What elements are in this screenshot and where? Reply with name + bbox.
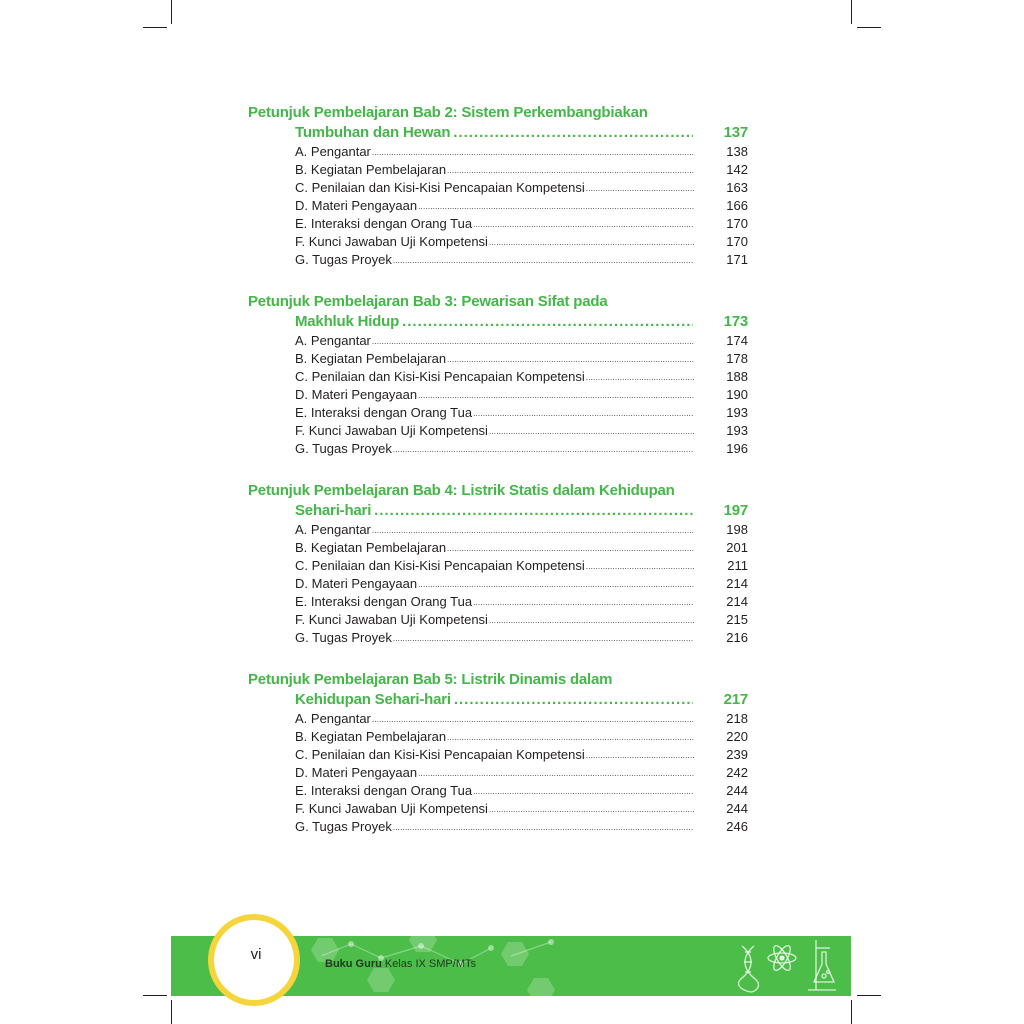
chapter-title-line2-row[interactable] (248, 123, 748, 143)
toc-entry-page: 170 (726, 216, 748, 231)
toc-entry[interactable] (248, 818, 748, 836)
toc-entry-label: C. Penilaian dan Kisi-Kisi Pencapaian Kompetensi (295, 369, 585, 384)
toc-entry[interactable] (248, 539, 748, 557)
toc-entry-page: 193 (726, 423, 748, 438)
toc-entry-label: B. Kegiatan Pembelajaran (295, 729, 447, 744)
toc-entry[interactable] (248, 179, 748, 197)
toc-entry-page: 198 (726, 522, 748, 537)
crop-mark (143, 995, 167, 996)
toc-entry-page: 211 (727, 558, 748, 573)
toc-chapter (248, 103, 748, 269)
crop-mark (851, 0, 852, 24)
toc-entry-label: G. Tugas Proyek (295, 252, 392, 267)
dot-leader (447, 539, 694, 557)
toc-entry[interactable] (248, 575, 748, 593)
toc-entry-label: D. Materi Pengayaan (295, 198, 418, 213)
toc-entry-label: F. Kunci Jawaban Uji Kompetensi (295, 234, 488, 249)
dot-leader (489, 422, 694, 440)
toc-entry-page: 170 (726, 234, 748, 249)
toc-entry[interactable] (248, 629, 748, 647)
toc-entry-page: 215 (726, 612, 748, 627)
chapter-title-line2: Makhluk Hidup (295, 313, 400, 330)
dot-leader (453, 123, 693, 143)
toc-entry-page: 244 (726, 801, 748, 816)
dot-leader (418, 764, 694, 782)
toc-entry[interactable] (248, 332, 748, 350)
toc-entry-page: 218 (726, 711, 748, 726)
toc-entry[interactable] (248, 251, 748, 269)
toc-entry-page: 193 (726, 405, 748, 420)
dot-leader (473, 404, 694, 422)
toc-entry[interactable] (248, 611, 748, 629)
dot-leader (489, 800, 694, 818)
page-number: vi (250, 946, 262, 963)
dot-leader (586, 557, 694, 575)
chapter-heading (248, 292, 748, 332)
table-of-contents (248, 103, 748, 859)
toc-entry-page: 214 (726, 594, 748, 609)
toc-entry-page: 178 (726, 351, 748, 366)
toc-chapter (248, 481, 748, 647)
toc-entry[interactable] (248, 782, 748, 800)
footer-book-title (325, 958, 476, 970)
chapter-title-line2: Tumbuhan dan Hewan (295, 124, 451, 141)
toc-entry-label: G. Tugas Proyek (295, 819, 392, 834)
toc-entry[interactable] (248, 386, 748, 404)
dot-leader (473, 593, 694, 611)
chapter-page-number: 217 (723, 691, 748, 708)
toc-entry-page: 244 (726, 783, 748, 798)
dot-leader (393, 629, 694, 647)
toc-entry-label: D. Materi Pengayaan (295, 765, 418, 780)
toc-entry[interactable] (248, 161, 748, 179)
dot-leader (418, 386, 694, 404)
toc-entry-label: D. Materi Pengayaan (295, 387, 418, 402)
dot-leader (418, 197, 694, 215)
dot-leader (447, 161, 694, 179)
book-title: Buku Guru (325, 958, 382, 970)
toc-entry[interactable] (248, 710, 748, 728)
toc-entry-label: B. Kegiatan Pembelajaran (295, 540, 447, 555)
toc-entry-page: 171 (726, 252, 748, 267)
toc-entry-page: 138 (726, 144, 748, 159)
toc-entry-page: 242 (726, 765, 748, 780)
toc-entry-label: F. Kunci Jawaban Uji Kompetensi (295, 612, 488, 627)
toc-entry-label: E. Interaksi dengan Orang Tua (295, 405, 473, 420)
chapter-title-line2-row[interactable] (248, 501, 748, 521)
chapter-heading (248, 670, 748, 710)
dot-leader (372, 143, 694, 161)
toc-entry[interactable] (248, 368, 748, 386)
toc-entry-page: 190 (726, 387, 748, 402)
toc-entry-label: F. Kunci Jawaban Uji Kompetensi (295, 423, 488, 438)
toc-entry-page: 163 (726, 180, 748, 195)
toc-entry-page: 239 (726, 747, 748, 762)
atom-icon (768, 943, 796, 972)
toc-entry-label: A. Pengantar (295, 522, 371, 537)
toc-entry-label: E. Interaksi dengan Orang Tua (295, 216, 473, 231)
toc-entry-label: C. Penilaian dan Kisi-Kisi Pencapaian Kompetensi (295, 747, 585, 762)
toc-entry[interactable] (248, 422, 748, 440)
chapter-heading (248, 103, 748, 143)
lab-flask-icon (808, 940, 836, 990)
toc-entry-page: 196 (726, 441, 748, 456)
dot-leader (489, 611, 694, 629)
crop-mark (851, 1000, 852, 1024)
toc-entry-label: A. Pengantar (295, 333, 371, 348)
toc-entry-label: G. Tugas Proyek (295, 441, 392, 456)
toc-entry-page: 174 (726, 333, 748, 348)
chapter-title-line2: Kehidupan Sehari-hari (295, 691, 451, 708)
chapter-title-line2: Sehari-hari (295, 502, 372, 519)
dot-leader (372, 332, 694, 350)
dot-leader (418, 575, 694, 593)
toc-entry[interactable] (248, 593, 748, 611)
crop-mark (143, 27, 167, 28)
toc-entry-label: C. Penilaian dan Kisi-Kisi Pencapaian Kompetensi (295, 558, 585, 573)
toc-entry-label: D. Materi Pengayaan (295, 576, 418, 591)
toc-entry-label: A. Pengantar (295, 144, 371, 159)
toc-entry-label: F. Kunci Jawaban Uji Kompetensi (295, 801, 488, 816)
crop-mark (171, 0, 172, 24)
toc-entry-label: G. Tugas Proyek (295, 630, 392, 645)
toc-entry[interactable] (248, 521, 748, 539)
crop-mark (857, 995, 881, 996)
dot-leader (402, 312, 693, 332)
book-subtitle: Kelas IX SMP/MTs (381, 958, 476, 970)
toc-entry[interactable] (248, 404, 748, 422)
dot-leader (393, 251, 694, 269)
chapter-page-number: 197 (723, 502, 748, 519)
dot-leader (447, 728, 694, 746)
dna-icon (739, 946, 759, 992)
chapter-title-line2-row[interactable] (248, 312, 748, 332)
dot-leader (447, 350, 694, 368)
chapter-page-number: 137 (723, 124, 748, 141)
toc-entry[interactable] (248, 728, 748, 746)
toc-entry-label: A. Pengantar (295, 711, 371, 726)
dot-leader (586, 368, 694, 386)
toc-chapter (248, 670, 748, 836)
chapter-title-line1: Petunjuk Pembelajaran Bab 2: Sistem Perkembangbiakan (248, 104, 648, 121)
toc-entry-label: B. Kegiatan Pembelajaran (295, 351, 447, 366)
dot-leader (473, 215, 694, 233)
dot-leader (586, 746, 694, 764)
dot-leader (374, 501, 693, 521)
toc-entry-label: E. Interaksi dengan Orang Tua (295, 594, 473, 609)
toc-entry-page: 166 (726, 198, 748, 213)
toc-entry-label: C. Penilaian dan Kisi-Kisi Pencapaian Kompetensi (295, 180, 585, 195)
dot-leader (586, 179, 694, 197)
toc-entry-page: 216 (726, 630, 748, 645)
toc-entry[interactable] (248, 800, 748, 818)
toc-entry-page: 201 (726, 540, 748, 555)
chapter-title-line1: Petunjuk Pembelajaran Bab 4: Listrik Statis dalam Kehidupan (248, 482, 675, 499)
toc-entry[interactable] (248, 215, 748, 233)
toc-entry[interactable] (248, 764, 748, 782)
toc-entry[interactable] (248, 233, 748, 251)
toc-entry-page: 142 (726, 162, 748, 177)
toc-entry[interactable] (248, 746, 748, 764)
toc-entry[interactable] (248, 143, 748, 161)
dot-leader (372, 710, 694, 728)
dot-leader (372, 521, 694, 539)
crop-mark (857, 27, 881, 28)
dot-leader (473, 782, 694, 800)
dot-leader (393, 818, 694, 836)
dot-leader (393, 440, 694, 458)
toc-entry[interactable] (248, 197, 748, 215)
toc-entry-label: E. Interaksi dengan Orang Tua (295, 783, 473, 798)
chapter-page-number: 173 (723, 313, 748, 330)
toc-entry-label: B. Kegiatan Pembelajaran (295, 162, 447, 177)
crop-mark (171, 1000, 172, 1024)
dot-leader (489, 233, 694, 251)
toc-chapter (248, 292, 748, 458)
toc-entry-page: 246 (726, 819, 748, 834)
science-icons (738, 938, 838, 994)
toc-entry-page: 188 (726, 369, 748, 384)
toc-entry[interactable] (248, 557, 748, 575)
chapter-title-line2-row[interactable] (248, 690, 748, 710)
chapter-title-line1: Petunjuk Pembelajaran Bab 3: Pewarisan Sifat pada (248, 293, 608, 310)
chapter-title-line1: Petunjuk Pembelajaran Bab 5: Listrik Dinamis dalam (248, 671, 613, 688)
chapter-heading (248, 481, 748, 521)
toc-entry-page: 220 (726, 729, 748, 744)
toc-entry[interactable] (248, 350, 748, 368)
toc-entry[interactable] (248, 440, 748, 458)
toc-entry-page: 214 (726, 576, 748, 591)
dot-leader (454, 690, 693, 710)
